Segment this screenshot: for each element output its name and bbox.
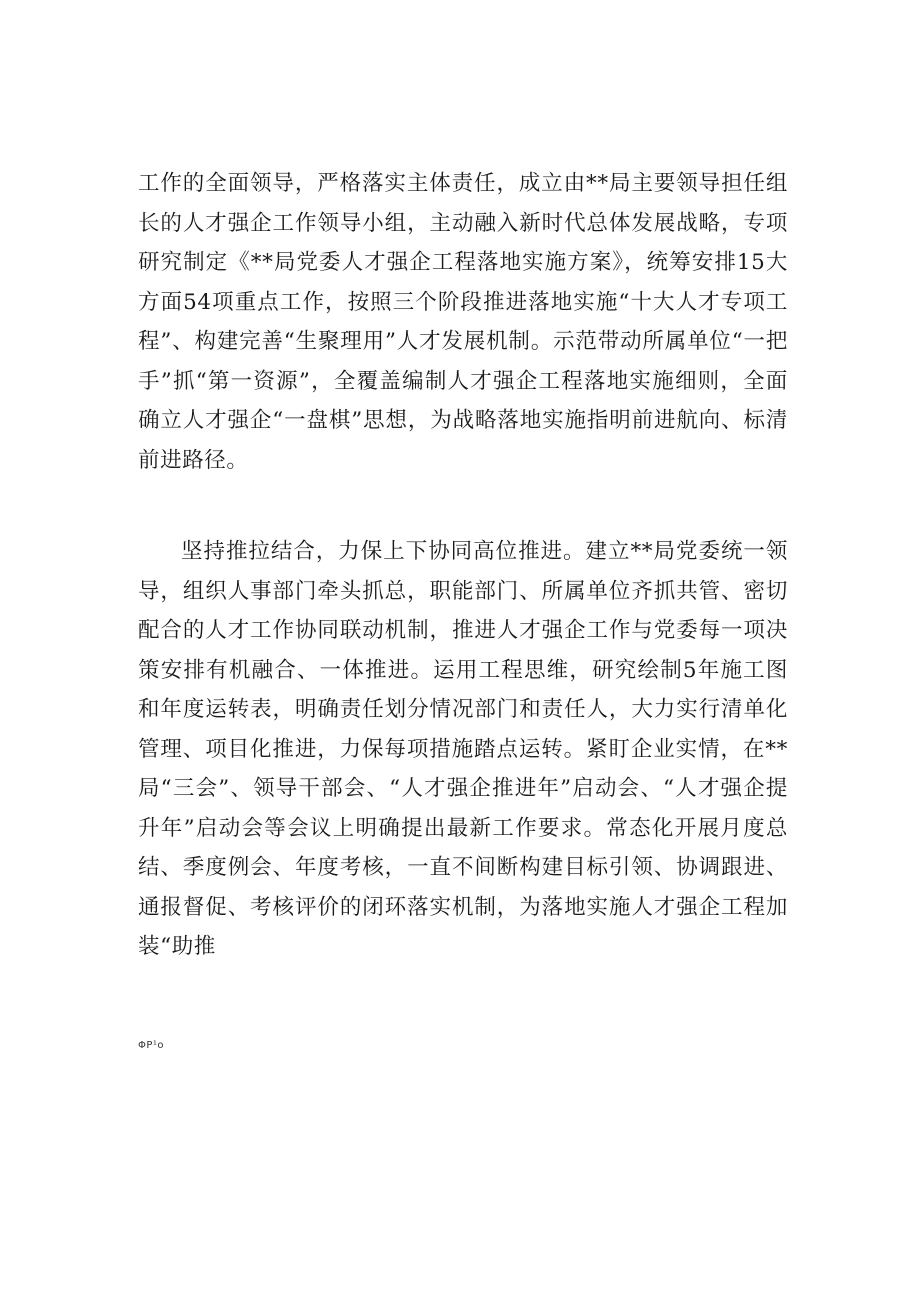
footer-mark: ΦP¹o	[138, 1040, 165, 1051]
paragraph-leadership: 工作的全面领导，严格落实主体责任，成立由**局主要领导担任组长的人才强企工作领导小组，主动融入新时代总体发展战略，专项研究制定《**局党委人才强企工程落地实施方案》，统筹安排15大方面54项重点工作，按照三个阶段推进落地实施“十大人才专项工程”、构建完善“生聚理用”人才发展机制。示范带动所属单位“一把手”抓“第一资源”，全覆盖编制人才强企工程落地实施细则，全面确立人才强企“一盘棋”思想，为战略落地实施指明前进航向、标清前进路径。	[138, 171, 788, 473]
paragraph-coordination: 坚持推拉结合，力保上下协同高位推进。建立**局党委统一领导，组织人事部门牵头抓总，职能部门、所属单位齐抓共管、密切配合的人才工作协同联动机制，推进人才强企工作与党委每一项决策安排有机融合、一体推进。运用工程思维，研究绘制5年施工图和年度运转表，明确责任划分情况部门和责任人，大力实行清单化管理、项目化推进，力保每项措施踏点运转。紧盯企业实情，在**局“三会”、领导干部会、“人才强企推进年”启动会、“人才强企提升年”启动会等会议上明确提出最新工作要求。常态化开展月度总结、季度例会、年度考核，一直不间断构建目标引领、协调跟进、通报督促、考核评价的闭环落实机制，为落地实施人才强企工程加装“助推	[138, 539, 788, 959]
